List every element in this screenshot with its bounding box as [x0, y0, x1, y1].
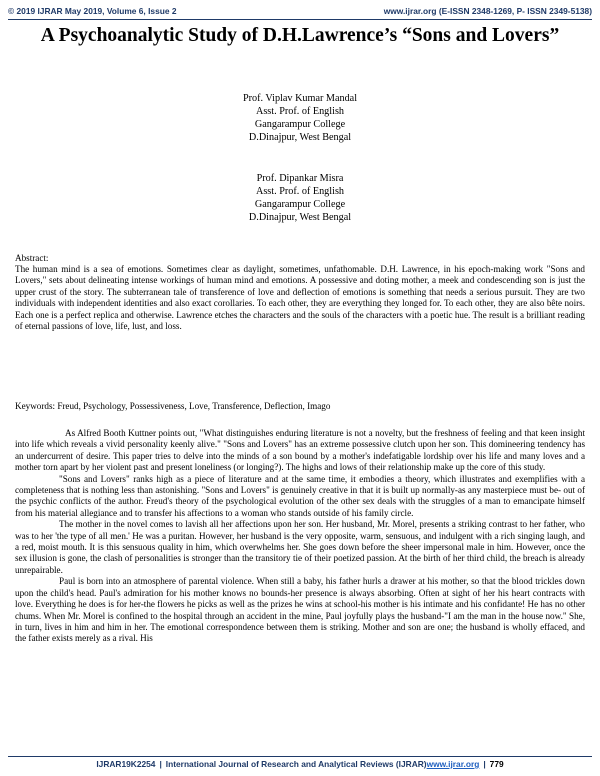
header-issn: (E-ISSN 2348-1269, P- ISSN 2349-5138)	[438, 6, 592, 16]
running-footer: IJRAR19K2254 | International Journal of Research and Analytical Reviews (IJRAR)www.ijrar.org | 779	[8, 756, 592, 773]
author-block-2	[0, 172, 600, 224]
paragraph: As Alfred Booth Kuttner points out, "What distinguishes enduring literature is not a novelty, but the freshness of feeling and that keen insight into life which reveals a vivid personality keenly alive." "Sons and Lovers" has an extreme possessive clutch upon her son. This domineering tendency has an undercurrent of desire. This paper tries to delve into the minds of a son bound by a mother's indefatigable lordship over his life and many loves and a mother torn apart by her violent past and present loneliness (or longing?). The highs and lows of their relationship make up the core of this study.	[15, 428, 585, 473]
journal-name: International Journal of Research and Analytical Reviews (IJRAR)	[165, 759, 427, 769]
author-position: Asst. Prof. of English	[255, 186, 344, 197]
running-header	[8, 6, 592, 16]
header-url[interactable]: www.ijrar.org	[383, 6, 437, 16]
author-college: Gangarampur College	[254, 119, 346, 130]
paper-id: IJRAR19K2254	[96, 759, 156, 769]
page-number: 779	[489, 759, 504, 769]
header-right	[384, 6, 592, 16]
abstract-label: Abstract:	[15, 253, 49, 263]
author-college: Gangarampur College	[254, 199, 346, 210]
author-name: Prof. Dipankar Misra	[256, 173, 344, 184]
paragraph: "Sons and Lovers" ranks high as a piece of literature and at the same time, it embodies a theory, which illustrates and exemplifies with a completeness that is nothing less than astonishing. "Sons and Lovers" is genuinely creative in that it is built up normally-as any masterpiece must be- out of the psychic conflicts of the author. Freud's theory of the psychological evolution of the other sex deals with the struggles of a man to emancipate himself from his material allegiance and to transfer his affections to a woman who stands outside of his family circle.	[15, 473, 585, 518]
header-rule	[8, 19, 592, 20]
author-name: Prof. Viplav Kumar Mandal	[242, 93, 358, 104]
author-place: D.Dinajpur, West Bengal	[248, 212, 352, 223]
main-text	[15, 428, 585, 645]
paragraph: The mother in the novel comes to lavish all her affections upon her son. Her husband, Mr. Morel, presents a striking contrast to her father, who was to her 'the type of all men.' He was a puritan. However, her husband is the very opposite, warm, sensuous, and indulgent with a rich singing laugh, and a red, moist mouth. It is this sensuous quality in him, which overwhelms her. She goes down before the sheer impersonal male in him. However, once the sex illusion is gone, the clash of personalities is stronger than the transitory tie of their poetized passion. At the birth of her third child, the breach is already unrepairable.	[15, 519, 585, 575]
journal-issue-info: © 2019 IJRAR May 2019, Volume 6, Issue 2	[8, 6, 177, 16]
keywords: Keywords: Freud, Psychology, Possessiveness, Love, Transference, Deflection, Imago	[15, 401, 331, 411]
author-place: D.Dinajpur, West Bengal	[248, 132, 352, 143]
paragraph: Paul is born into an atmosphere of parental violence. When still a baby, his father hurls a drawer at his mother, so that the blood trickles down upon the child's head. Paul's admiration for his mother knows no bounds-her presence is always absorbing. Often at sight of her his heart contracts with love. Everything he does is for her-the flowers he picks as well as the prizes he wins at school-his mother is his intimate and his confidante! He has no other chums. When Mr. Morel is confined to the hospital through an accident in the mine, Paul joyfully plays the husband-"I am the man in the house now." She, in turn, lives in him and him in her. The emotional correspondence between them is striking. Mother and son are one; the husband is wholly effaced, and the father exists merely as a rival. His	[15, 576, 585, 644]
footer-url[interactable]: www.ijrar.org	[426, 759, 480, 769]
author-block-1	[0, 92, 600, 144]
author-position: Asst. Prof. of English	[255, 106, 344, 117]
abstract-text: The human mind is a sea of emotions. Sometimes clear as daylight, sometimes, unfathomable. D.H. Lawrence, in his epoch-making work "Sons and Lovers," sets about delineating intense workings of human mind and emotions. A possessive and doting mother, a meek and condescending son is just the upper crust of the story. The subterranean tale of transference of love and deflection of emotions is something that needs a serious pursuit. They are two individuals with independent identities and also exact corollaries. To each other, they are everything they longed for. To each other, they are also bête noirs. Each one is a perfect replica and otherwise. Lawrence etches the characters and the souls of the characters with a poetic hue. The result is a brilliant reading of eternal passions of love, life, lust, and loss.	[15, 264, 585, 332]
paper-title: A Psychoanalytic Study of D.H.Lawrence’s “Sons and Lovers”	[40, 25, 560, 46]
